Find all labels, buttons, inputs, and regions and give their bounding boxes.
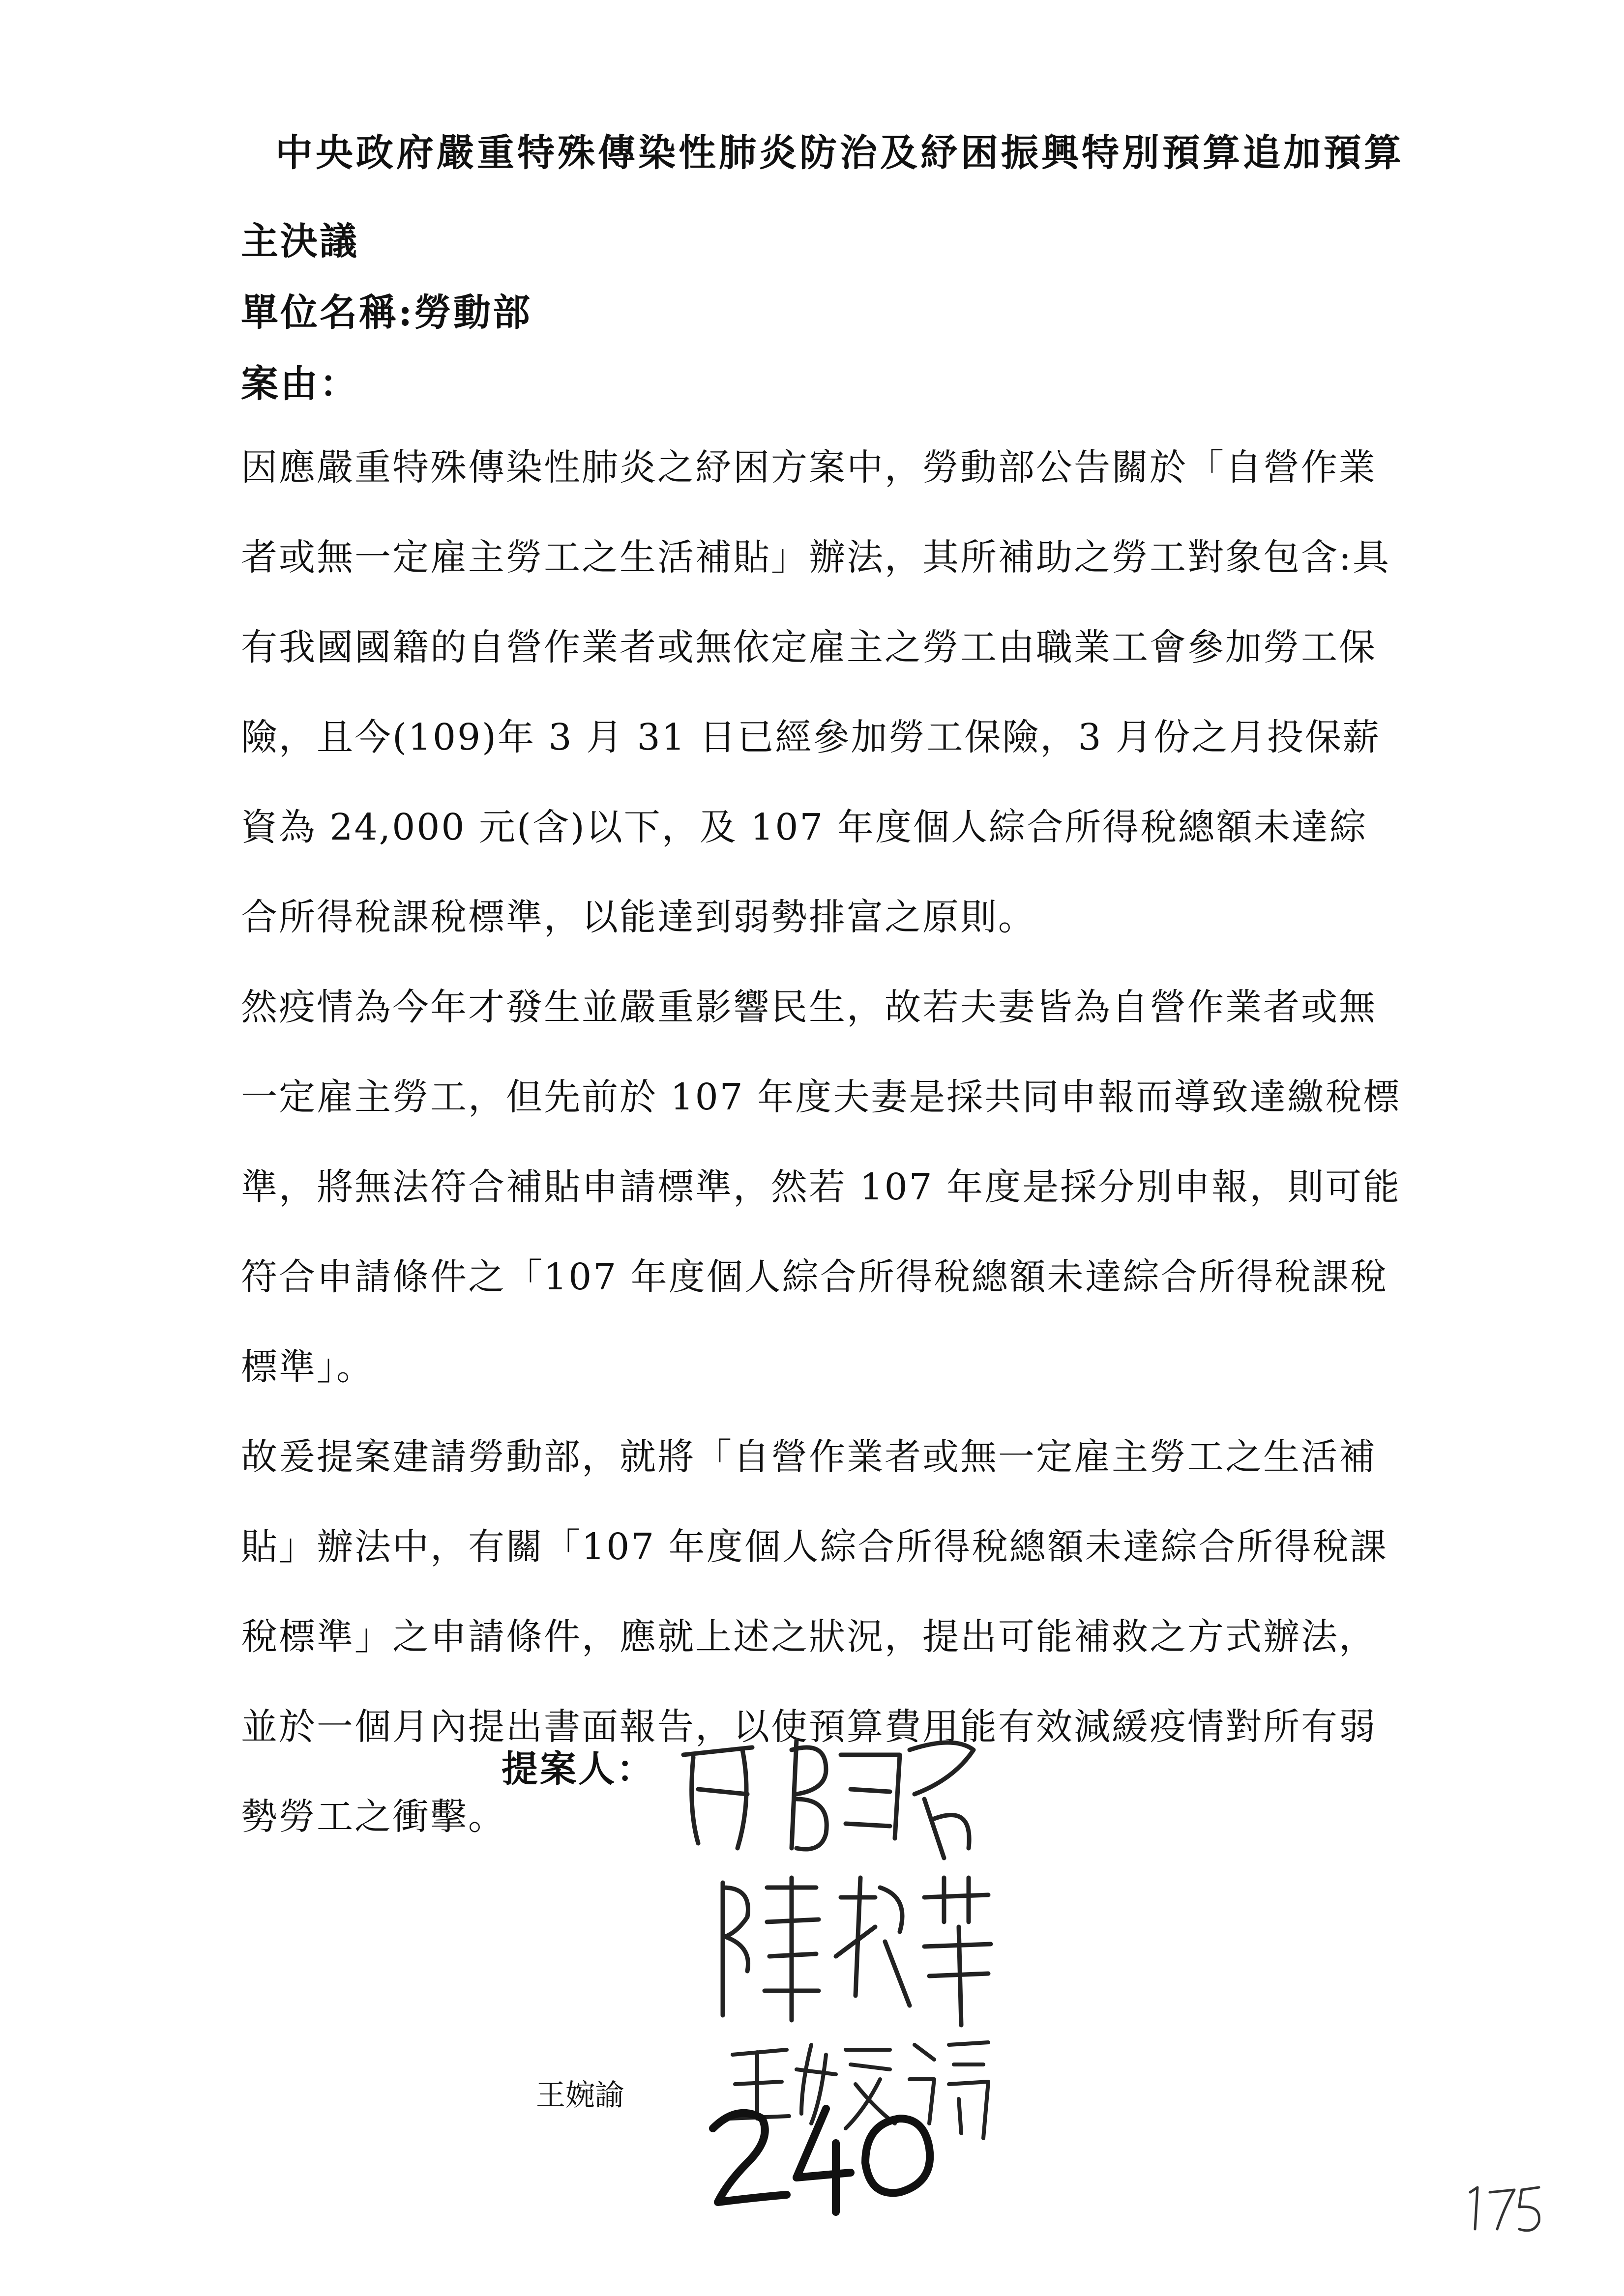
proposer-label: 提案人： bbox=[502, 1748, 655, 1790]
document-title: 中央政府嚴重特殊傳染性肺炎防治及紓困振興特別預算追加預算 bbox=[275, 131, 1404, 174]
paragraph-3: 故爰提案建請勞動部，就將「自營作業者或無一定雇主勞工之生活補貼」辦法中，有關「107 年度個人綜合所得稅總額未達綜合所得稅課稅標準」之申請條件，應就上述之狀況，提出可能補救之方式辦法，並於一個月內提出書面報告，以使預算費用能有效減緩疫情對所有弱勢勞工之衝擊。 bbox=[241, 1436, 1388, 1838]
paragraph-2: 然疫情為今年才發生並嚴重影響民生，故若夫妻皆為自營作業者或無一定雇主勞工，但先前於 107 年度夫妻是採共同申報而導致達繳稅標準，將無法符合補貼申請標準，然若 107 年度是採分別申報，則可能符合申請條件之「107 年度個人綜合所得稅總額未達綜合所得稅課稅標準」。 bbox=[241, 986, 1401, 1388]
reason-label: 案由： bbox=[241, 362, 359, 406]
paragraph-1: 因應嚴重特殊傳染性肺炎之紓困方案中，勞動部公告關於「自營作業者或無一定雇主勞工之生活補貼」辦法，其所補助之勞工對象包含:具有我國國籍的自營作業者或無依定雇主之勞工由職業工會參加勞工保險，且今(109)年 3 月 31 日已經參加勞工保險，3 月份之月投保薪資為 24,000 元(含)以下，及 107 年度個人綜合所得稅總額未達綜合所得稅課稅標準，以能達到弱勢排富之原則。 bbox=[241, 446, 1390, 938]
handwritten-number bbox=[703, 2099, 949, 2217]
signature-2 bbox=[713, 1868, 998, 2030]
resolution-type: 主決議 bbox=[241, 219, 359, 263]
signature-1 bbox=[679, 1720, 983, 1868]
body-text bbox=[241, 423, 1401, 1862]
page-number bbox=[1460, 2182, 1544, 2237]
typed-name: 王婉諭 bbox=[536, 2079, 624, 2112]
unit-name: 單位名稱:勞動部 bbox=[241, 291, 532, 334]
